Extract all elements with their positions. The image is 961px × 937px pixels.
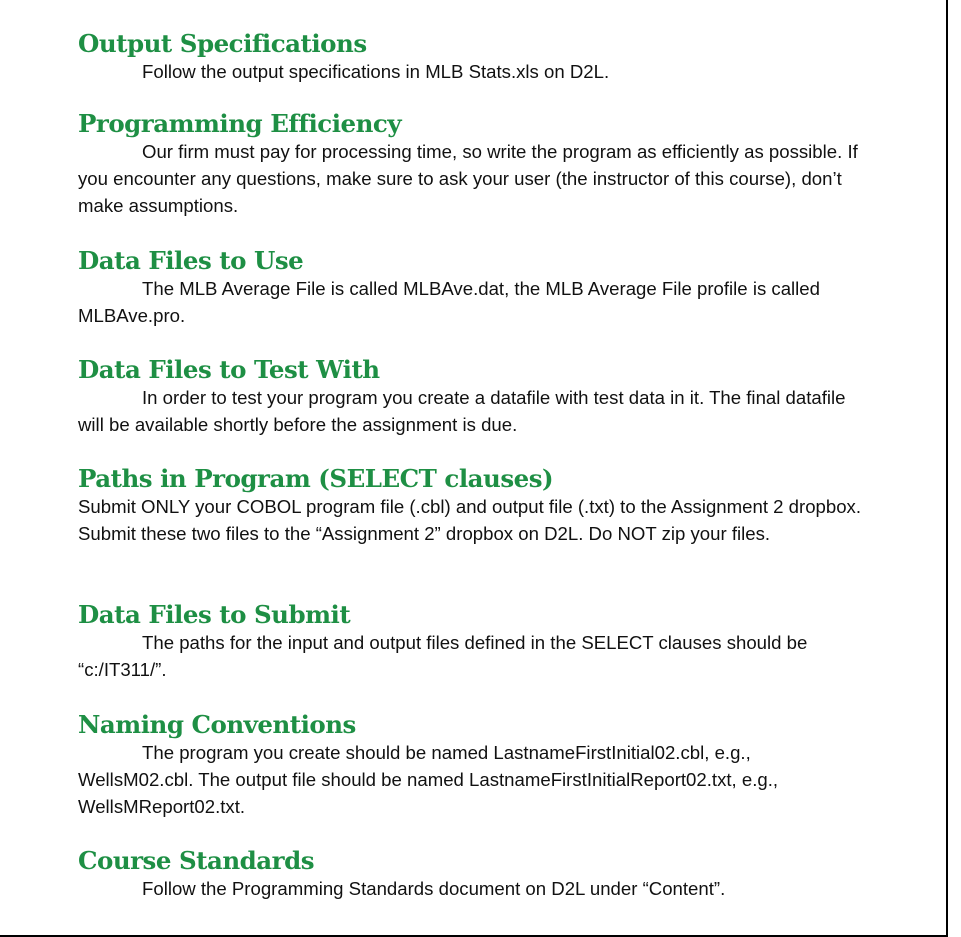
section-text: Our firm must pay for processing time, so write the program as efficiently as possible. If you encounter any questions, make sure to ask your user (the instructor of this course), don’t make assumptions. [78,141,858,216]
section-output-specifications [78,30,868,85]
section-text: The MLB Average File is called MLBAve.dat, the MLB Average File profile is called MLBAve.pro. [78,278,820,326]
section-heading: Data Files to Use [78,246,304,275]
section-data-files-to-use [78,247,868,329]
section-heading: Data Files to Test With [78,355,380,384]
section-course-standards [78,847,868,902]
section-data-files-to-test-with [78,356,868,438]
section-text: In order to test your program you create a datafile with test data in it. The final datafile will be available shortly before the assignment is due. [78,387,846,435]
section-paths-in-program [78,465,868,547]
section-heading: Paths in Program (SELECT clauses) [78,464,554,493]
section-text: Follow the output specifications in MLB Stats.xls on D2L. [142,61,610,82]
section-heading: Programming Efficiency [78,109,402,138]
section-text: Follow the Programming Standards document on D2L under “Content”. [142,878,726,899]
section-data-files-to-submit [78,601,868,683]
section-heading: Data Files to Submit [78,600,351,629]
section-heading: Course Standards [78,846,315,875]
section-programming-efficiency [78,110,868,219]
section-heading: Output Specifications [78,29,367,58]
section-naming-conventions [78,711,868,820]
section-heading: Naming Conventions [78,710,356,739]
section-text: Submit ONLY your COBOL program file (.cbl) and output file (.txt) to the Assignment 2 dropbox. Submit these two files to the “Assignment 2” dropbox on D2L. Do NOT zip your files. [78,496,862,544]
section-text: The paths for the input and output files defined in the SELECT clauses should be “c:/IT311/”. [78,632,808,680]
section-text: The program you create should be named LastnameFirstInitial02.cbl, e.g., WellsM02.cbl. The output file should be named LastnameFirstInitialReport02.txt, e.g., WellsMReport02.txt. [78,742,779,817]
